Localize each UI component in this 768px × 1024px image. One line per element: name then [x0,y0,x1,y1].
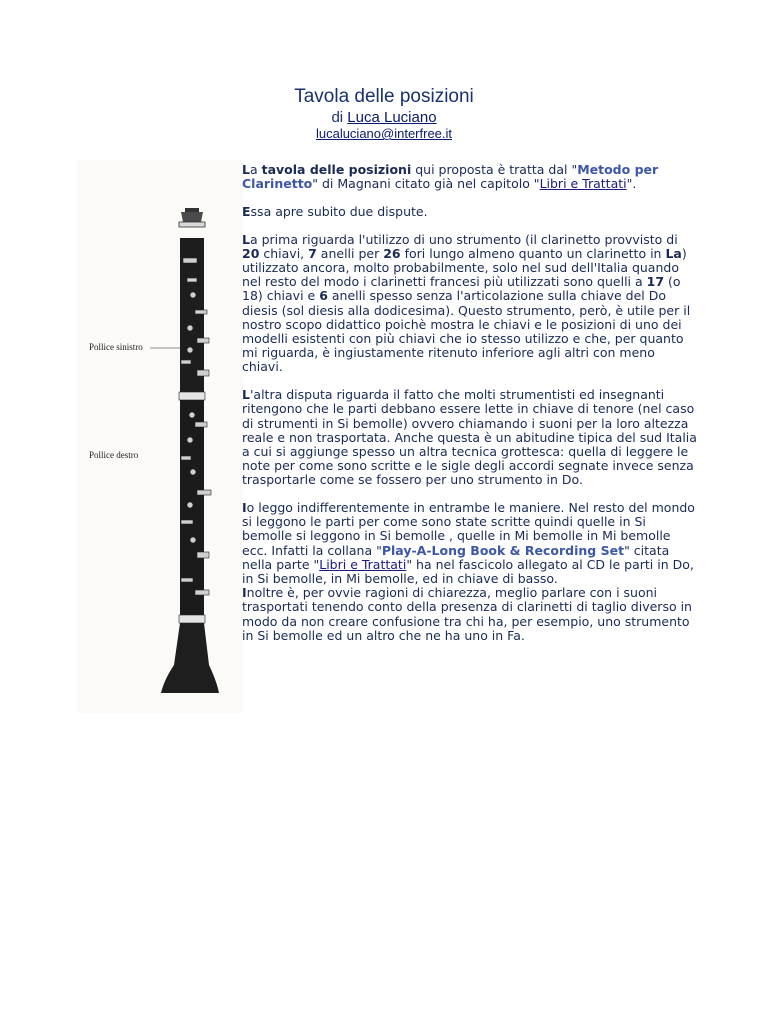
paragraph-2 [242,205,697,219]
number: 20 [242,245,260,261]
text: o leggo indifferentemente in entrambe le maniere. Nel resto del mondo si leggono le parti per come sono state scritte quindi quelle in Si bemolle si leggono in Si bemolle , quelle in Mi bemolle in Mi bemolle ecc. Infatti la collana " [242,500,695,558]
text: qui proposta è tratta dal " [411,162,578,177]
text: chiavi, [259,245,309,261]
emphasis: La [665,245,682,261]
text: ". [626,176,637,192]
text: noltre è, per ovvie ragioni di chiarezza, meglio parlare con i suoni trasportati tenendo conto della presenza di clarinetti di taglio diverso in modo da non creare confusione tra chi ha, per esempio, uno strumento in Si bemolle ed un altro che ne ha uno in Fa. [242,585,692,643]
drop-initial: L [242,162,250,177]
text: " citata nella parte " [242,542,670,572]
number: 17 [646,274,665,290]
text: a prima riguarda l'utilizzo di uno strumento (il clarinetto provvisto di [249,231,678,247]
paragraph-1 [242,163,697,191]
libri-trattati-link[interactable]: Libri e Trattati [319,556,407,572]
email-line [0,126,768,141]
method-title: Metodo per Clarinetto [242,162,659,192]
drop-initial: L [242,387,250,403]
paragraph-4 [242,388,697,487]
clarinet-figure [77,160,243,713]
byline [0,109,768,126]
series-title: Play-A-Long Book & Recording Set [381,542,625,558]
page-title: Tavola delle posizioni [294,86,474,107]
text: " ha nel fascicolo allegato al CD le parti in Do, in Si bemolle, in Mi bemolle, ed in chiave di basso. [242,556,694,587]
text: anelli spesso senza l'articolazione sulla chiave del Do diesis (sol diesis alla dodicesima). Questo strumento, però, è utile per il nostro scopo didattico poichè mostra le chiavi e le posizioni di uno dei modelli esistenti con più chiavi che io stesso utilizzo e che, per quanto mi riguarda, è ingiustamente ritenuto inferiore agli altri con meno chiavi. [242,288,691,375]
text: fori lungo almeno quanto un clarinetto in [400,245,666,261]
drop-initial: I [242,500,247,516]
number: 6 [319,288,328,304]
article-body [242,163,697,657]
text: ) utilizzato ancora, molto probabilmente, solo nel sud dell'Italia quando nel resto del modo i clarinetti francesi più utilizzati sono quelli a [242,245,687,290]
text: anelli per [316,245,384,261]
text: 'altra disputa riguarda il fatto che molti strumentisti ed insegnanti ritengono che le parti debbano essere lette in chiave di tenore (nel caso di strumenti in Si bemolle) ovvero chiamando i suoni per la loro altezza reale e non trasportata. Anche questa è un abitudine tipica del sud Italia a cui si aggiunge spesso un altra tecnica grottesca: quella di leggere le note per come sono scritte e le sigle degli accordi segnate invece senza trasportarle come se fossero per uno strumento in Do. [242,387,697,488]
text: ssa apre subito due dispute. [250,203,428,219]
label-pollice-destro: Pollice destro [89,450,139,460]
drop-initial: L [242,231,250,247]
drop-initial: E [242,203,251,219]
clarinet-illustration [77,160,243,713]
number: 26 [383,245,401,261]
paragraph-5 [242,501,697,643]
text: a [249,162,262,177]
drop-initial: I [242,585,247,601]
paragraph-3 [242,233,697,375]
label-pollice-sinistro: Pollice sinistro [89,342,143,352]
email-link[interactable]: lucaluciano@interfree.it [315,126,453,141]
number: 7 [308,245,317,261]
text: " di Magnani citato già nel capitolo " [312,176,540,192]
text: (o 18) chiavi e [242,274,681,304]
libri-trattati-link[interactable]: Libri e Trattati [539,176,627,192]
byline-prefix: di [331,109,348,126]
emphasis: tavola delle posizioni [261,162,412,177]
author-link[interactable]: Luca Luciano [347,109,437,126]
